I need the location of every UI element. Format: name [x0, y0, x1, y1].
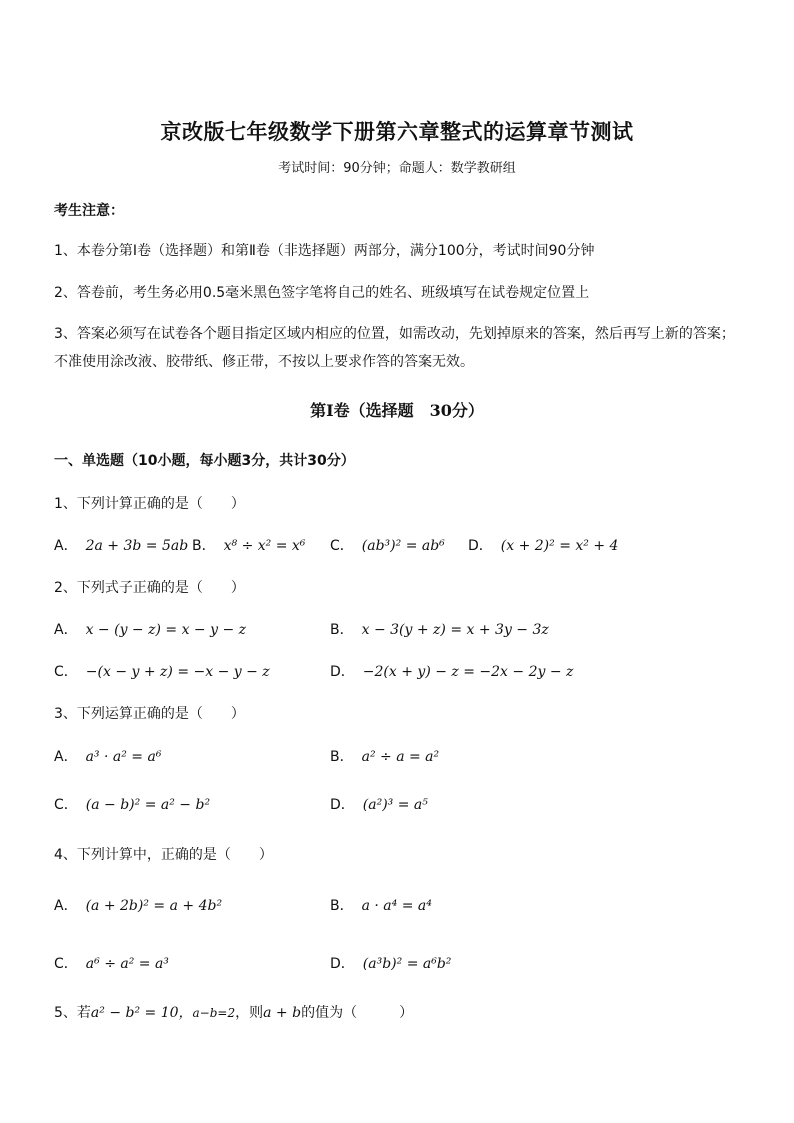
question-3-stem: 3、下列运算正确的是（ ）: [54, 706, 245, 722]
question-1-option-b[interactable]: [192, 535, 305, 555]
question-3-option-a[interactable]: [54, 746, 161, 766]
question-1-option-a[interactable]: [54, 535, 188, 555]
option-expression: a · a⁴ = a⁴: [361, 898, 432, 914]
question-4-option-b[interactable]: [330, 895, 432, 915]
option-expression: x⁸ ÷ x² = x⁶: [223, 538, 306, 554]
question-3-option-c[interactable]: [54, 794, 210, 814]
question-4-option-a[interactable]: [54, 895, 222, 915]
option-letter: B．: [192, 538, 216, 554]
option-expression: x − (y − z) = x − y − z: [85, 622, 247, 638]
question-2-option-a[interactable]: [54, 619, 246, 639]
option-expression: a⁶ ÷ a² = a³: [85, 956, 169, 972]
question-1-stem: 1、下列计算正确的是（ ）: [54, 496, 245, 512]
question-2-option-b[interactable]: [330, 619, 549, 639]
stem-mid: ，则: [235, 1005, 264, 1021]
section-title: 第Ⅰ卷（选择题 30分）: [310, 401, 484, 420]
option-expression: (a + 2b)² = a + 4b²: [85, 898, 223, 914]
part-heading: 一、单选题（10小题，每小题3分，共计30分）: [54, 453, 355, 469]
option-letter: B．: [330, 749, 354, 765]
stem-condition: a−b=2: [192, 1006, 236, 1020]
exam-info: 考试时间：90分钟；命题人：数学教研组: [278, 161, 516, 176]
option-letter: C．: [330, 538, 354, 554]
question-5-stem: [54, 1002, 413, 1022]
option-letter: D．: [330, 664, 355, 680]
option-letter: A．: [54, 538, 78, 554]
option-expression: (a²)³ = a⁵: [362, 797, 428, 813]
option-expression: −(x − y + z) = −x − y − z: [85, 664, 270, 680]
question-4-stem: 4、下列计算中，正确的是（ ）: [54, 847, 273, 863]
option-expression: 2a + 3b = 5ab: [85, 538, 189, 554]
option-expression: −2(x + y) − z = −2x − 2y − z: [362, 664, 574, 680]
option-letter: C．: [54, 797, 78, 813]
notice-item-1: 1、本卷分第Ⅰ卷（选择题）和第Ⅱ卷（非选择题）两部分，满分100分，考试时间90分钟: [54, 243, 595, 259]
option-letter: C．: [54, 664, 78, 680]
question-3-option-d[interactable]: [330, 794, 428, 814]
option-expression: (a − b)² = a² − b²: [85, 797, 211, 813]
stem-expression: a² − b² = 10，: [90, 1005, 193, 1021]
option-expression: (x + 2)² = x² + 4: [500, 538, 619, 554]
question-4-option-d[interactable]: [330, 953, 451, 973]
option-letter: A．: [54, 898, 78, 914]
option-letter: B．: [330, 898, 354, 914]
question-4-option-c[interactable]: [54, 953, 169, 973]
option-expression: (a³b)² = a⁶b²: [362, 956, 452, 972]
question-2-option-d[interactable]: [330, 661, 573, 681]
question-2-stem: 2、下列式子正确的是（ ）: [54, 580, 245, 596]
option-expression: a³ · a² = a⁶: [85, 749, 162, 765]
option-letter: D．: [330, 956, 355, 972]
option-expression: (ab³)² = ab⁶: [361, 538, 445, 554]
notice-item-2: 2、答卷前，考生务必用0.5毫米黑色签字笔将自己的姓名、班级填写在试卷规定位置上: [54, 285, 590, 301]
option-letter: A．: [54, 622, 78, 638]
option-expression: a² ÷ a = a²: [361, 749, 440, 765]
option-letter: D．: [330, 797, 355, 813]
stem-prefix: 5、若: [54, 1005, 91, 1021]
question-3-option-b[interactable]: [330, 746, 439, 766]
question-1-option-d[interactable]: [468, 535, 618, 555]
option-letter: A．: [54, 749, 78, 765]
option-letter: C．: [54, 956, 78, 972]
question-1-option-c[interactable]: [330, 535, 445, 555]
option-expression: x − 3(y + z) = x + 3y − 3z: [361, 622, 549, 638]
page-title: 京改版七年级数学下册第六章整式的运算章节测试: [160, 119, 634, 144]
notice-heading: 考生注意：: [54, 203, 124, 219]
option-letter: B．: [330, 622, 354, 638]
stem-suffix: 的值为（ ）: [301, 1005, 414, 1021]
option-letter: D．: [468, 538, 493, 554]
stem-expression-2: a + b: [263, 1005, 302, 1021]
notice-item-3: 3、答案必须写在试卷各个题目指定区域内相应的位置，如需改动，先划掉原来的答案，然后再写上新的答案；不准使用涂改液、胶带纸、修正带，不按以上要求作答的答案无效。: [54, 326, 735, 370]
question-2-option-c[interactable]: [54, 661, 270, 681]
